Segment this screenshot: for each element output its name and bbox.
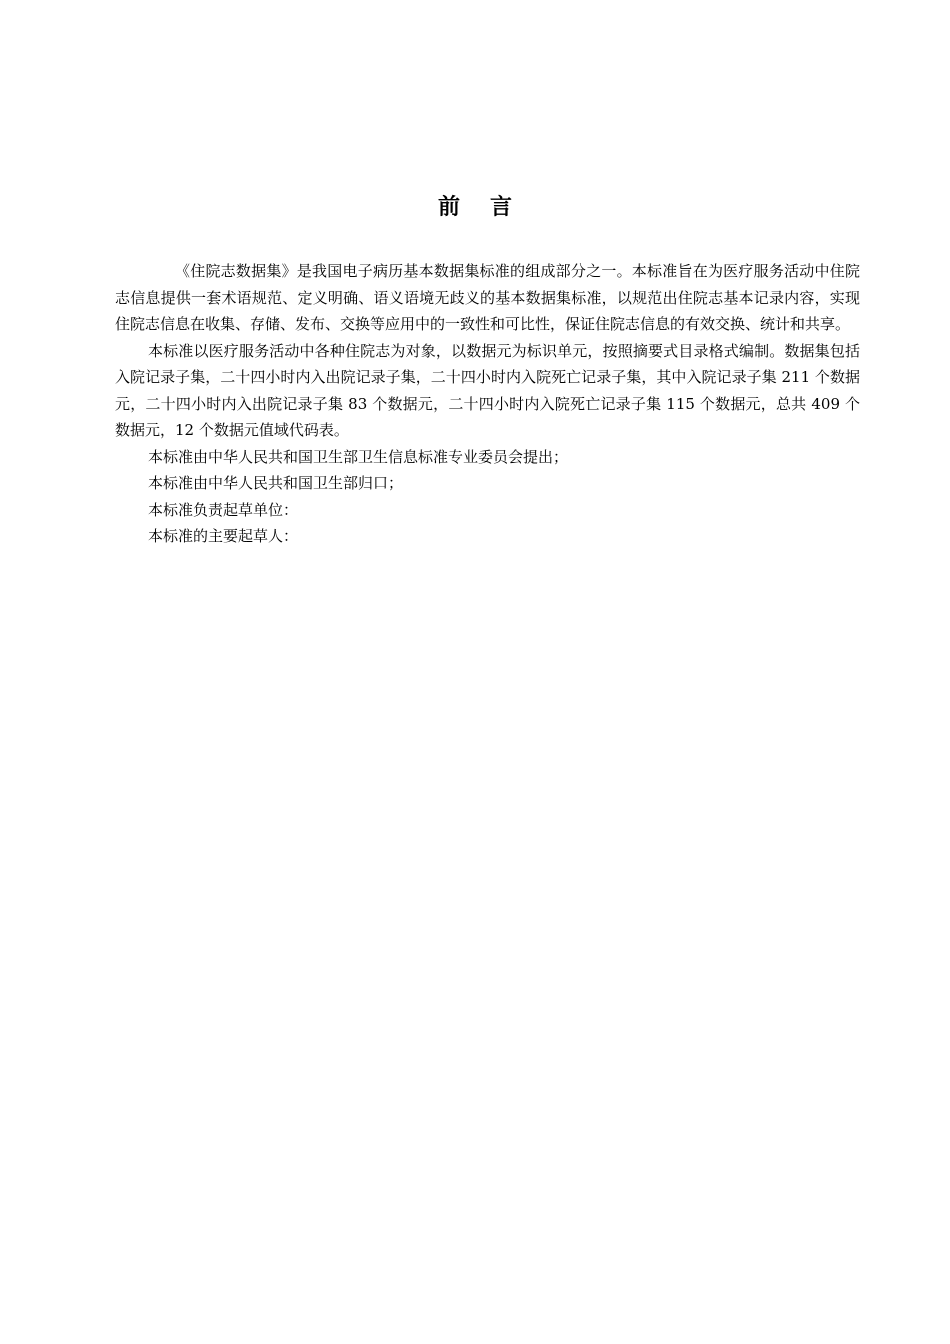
paragraph-drafters: 本标准的主要起草人： [148, 527, 299, 545]
paragraph-administrator: 本标准由中华人民共和国卫生部归口； [148, 474, 404, 492]
preface-body [115, 258, 860, 550]
paragraph-drafting-unit: 本标准负责起草单位： [148, 500, 299, 519]
paragraph-scope: 本标准以医疗服务活动中各种住院志为对象，以数据元为标识单元，按照摘要式目录格式编制。数据集包括入院记录子集，二十四小时内入出院记录子集，二十四小时内入院死亡记录子集，其中入院记录子集 211 个数据元，二十四小时内入出院记录子集 83 个数据元，二十四小时内入院死亡记录子集 115 个数据元，总共 409 个数据元，12 个数据元值域代码表。 [115, 341, 860, 439]
page-title: 前言 [437, 194, 542, 220]
paragraph-intro: 《住院志数据集》是我国电子病历基本数据集标准的组成部分之一。本标准旨在为医疗服务活动中住院志信息提供一套术语规范、定义明确、语义语境无歧义的基本数据集标准，以规范出住院志基本记录内容，实现住院志信息在收集、存储、发布、交换等应用中的一致性和可比性，保证住院志信息的有效交换、统计和共享。 [115, 262, 860, 333]
paragraph-proposer: 本标准由中华人民共和国卫生部卫生信息标准专业委员会提出； [148, 447, 569, 466]
